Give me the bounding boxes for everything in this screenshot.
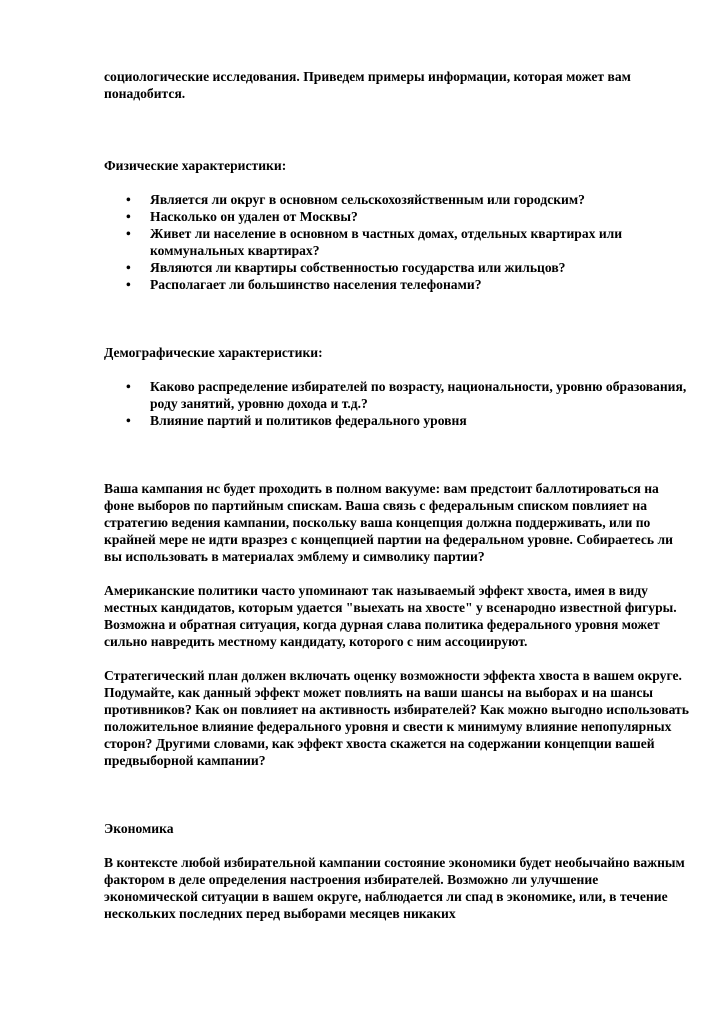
physical-list [104,191,689,293]
demographic-heading: Демографические характеристики: [104,345,323,360]
tail-effect-paragraph: Американские политики часто упоминают так называемый эффект хвоста, имея в виду местных кандидатов, которым удается "выехать на хвосте" у всенародно известной фигуры. Возможна и обратная ситуация, когда дурная слава политика федерального уровня может сильно навредить местному кандидату, которого с ним ассоциируют. [104,583,677,649]
list-item-text: Влияние партий и политиков федерального уровня [150,413,467,428]
list-item-text: Является ли округ в основном сельскохозяйственным или городским? [150,192,585,207]
economy-heading: Экономика [104,821,174,836]
list-item-text: Располагает ли большинство населения телефонами? [150,277,482,292]
list-item-text: Являются ли квартиры собственностью государства или жильцов? [150,260,566,275]
list-item [104,225,689,259]
bullet-icon: • [126,260,131,275]
demographic-list [104,378,689,429]
strategic-plan-paragraph: Стратегический план должен включать оценку возможности эффекта хвоста в вашем округе. Подумайте, как данный эффект может повлиять на ваши шансы на выборах и на шансы противников? Как он повлияет на активность избирателей? Как можно выгодно использовать положительное влияние федерального уровня и свести к минимуму влияние непопулярных сторон? Другими словами, как эффект хвоста скажется на содержании концепции вашей предвыборной кампании? [104,668,689,768]
list-item-text: Живет ли население в основном в частных домах, отдельных квартирах или коммунальных квартирах? [150,226,623,258]
list-item [104,276,689,293]
list-item-text: Насколько он удален от Москвы? [150,209,358,224]
list-item [104,208,689,225]
list-item [104,191,689,208]
physical-heading: Физические характеристики: [104,158,287,173]
bullet-icon: • [126,209,131,224]
bullet-icon: • [126,277,131,292]
economy-paragraph: В контексте любой избирательной кампании состояние экономики будет необычайно важным фактором в деле определения настроения избирателей. Возможно ли улучшение экономической ситуации в вашем округе, наблюдается ли спад в экономике, или, в течение нескольких последних перед выборами месяцев никаких [104,855,685,921]
list-item [104,412,689,429]
bullet-icon: • [126,192,131,207]
intro-paragraph: социологические исследования. Приведем примеры информации, которая может вам понадобится. [104,69,631,101]
bullet-icon: • [126,226,131,241]
list-item [104,378,689,412]
list-item [104,259,689,276]
document-page [104,68,689,922]
bullet-icon: • [126,379,131,394]
campaign-paragraph: Ваша кампания нс будет проходить в полном вакууме: вам предстоит баллотироваться на фоне выборов по партийным спискам. Ваша связь с федеральным списком повлияет на стратегию ведения кампании, поскольку ваша концепция должна поддерживать, или по крайней мере не идти вразрез с концепцией партии на федеральном уровне. Собираетесь ли вы использовать в материалах эмблему и символику партии? [104,481,673,564]
list-item-text: Каково распределение избирателей по возрасту, национальности, уровню образования, роду занятий, уровню дохода и т.д.? [150,379,687,411]
bullet-icon: • [126,413,131,428]
